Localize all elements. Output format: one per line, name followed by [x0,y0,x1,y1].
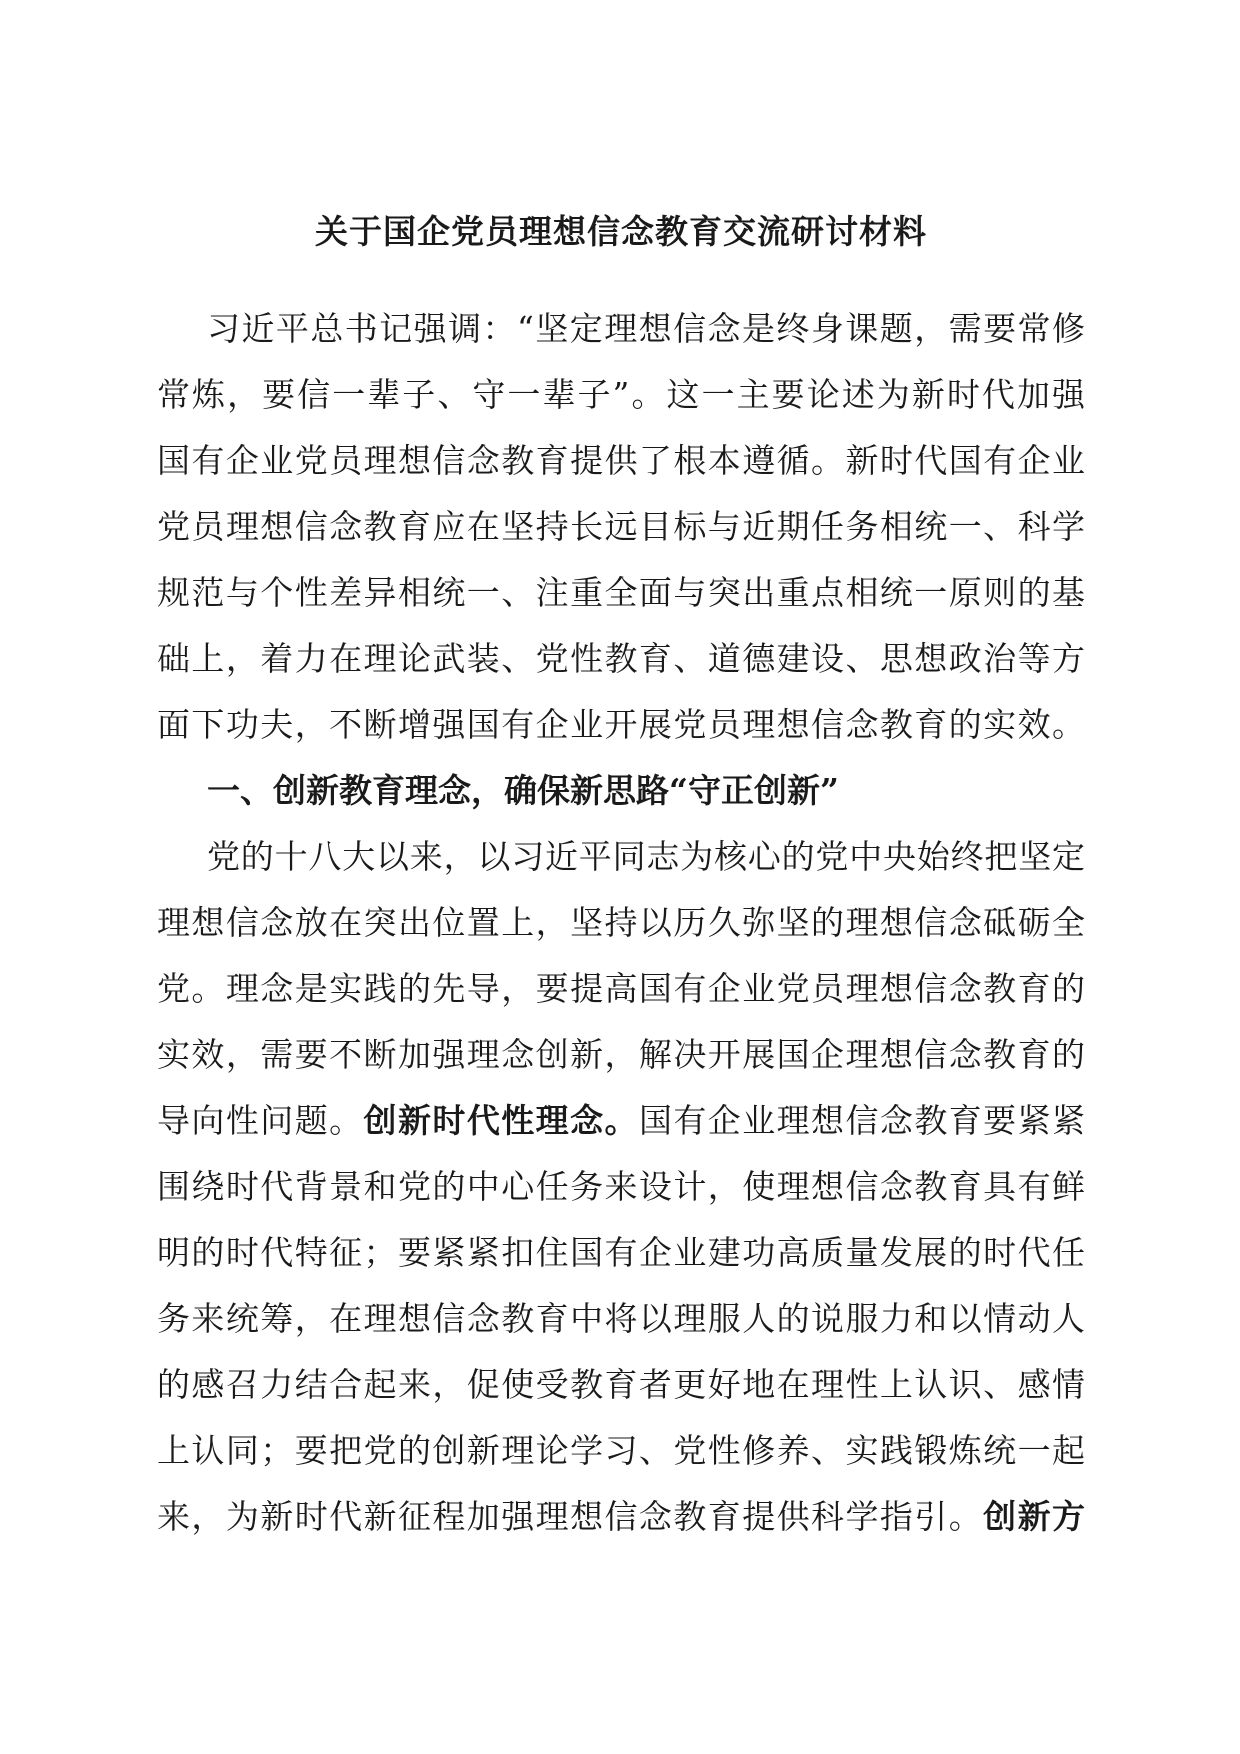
text-line: 务来统筹，在理想信念教育中将以理服人的说服力和以情动人 [157,1299,1085,1338]
text-line: 党的十八大以来，以习近平同志为核心的党中央始终把坚定 [207,837,1085,876]
text-segment: 来，为新时代新征程加强理想信念教育提供科学指引。 [157,1497,984,1536]
bold-lead-phrase: 创新方 [983,1497,1086,1536]
text-line: 础上，着力在理论武装、党性教育、道德建设、思想政治等方 [157,639,1085,678]
text-line: 规范与个性差异相统一、注重全面与突出重点相统一原则的基 [157,573,1085,612]
text-line: 明的时代特征；要紧紧扣住国有企业建功高质量发展的时代任 [157,1233,1085,1272]
text-line: 上认同；要把党的创新理论学习、党性修养、实践锻炼统一起 [157,1431,1085,1470]
text-line: 习近平总书记强调：“坚定理想信念是终身课题，需要常修 [207,309,1085,348]
text-line: 常炼，要信一辈子、守一辈子”。这一主要论述为新时代加强 [157,375,1085,414]
text-line: 党员理想信念教育应在坚持长远目标与近期任务相统一、科学 [157,507,1085,546]
text-segment: 国有企业理想信念教育要紧紧 [638,1101,1086,1140]
text-line-mixed [157,1484,1085,1550]
text-line-mixed [157,1088,1085,1154]
document-page [157,0,1085,1754]
document-body [157,296,1085,1550]
section-heading: 一、创新教育理念，确保新思路“守正创新” [207,771,839,810]
text-segment: 导向性问题。 [157,1101,364,1140]
document-title: 关于国企党员理想信念教育交流研讨材料 [315,212,927,251]
text-line: 的感召力结合起来，促使受教育者更好地在理性上认识、感情 [157,1365,1085,1404]
text-line: 实效，需要不断加强理念创新，解决开展国企理想信念教育的 [157,1035,1085,1074]
text-line: 面下功夫，不断增强国有企业开展党员理想信念教育的实效。 [157,705,1085,744]
text-line: 国有企业党员理想信念教育提供了根本遵循。新时代国有企业 [157,441,1085,480]
bold-lead-phrase: 创新时代性理念。 [363,1101,639,1140]
text-line: 理想信念放在突出位置上，坚持以历久弥坚的理想信念砥砺全 [157,903,1085,942]
text-line: 党。理念是实践的先导，要提高国有企业党员理想信念教育的 [157,969,1085,1008]
text-line: 围绕时代背景和党的中心任务来设计，使理想信念教育具有鲜 [157,1167,1085,1206]
